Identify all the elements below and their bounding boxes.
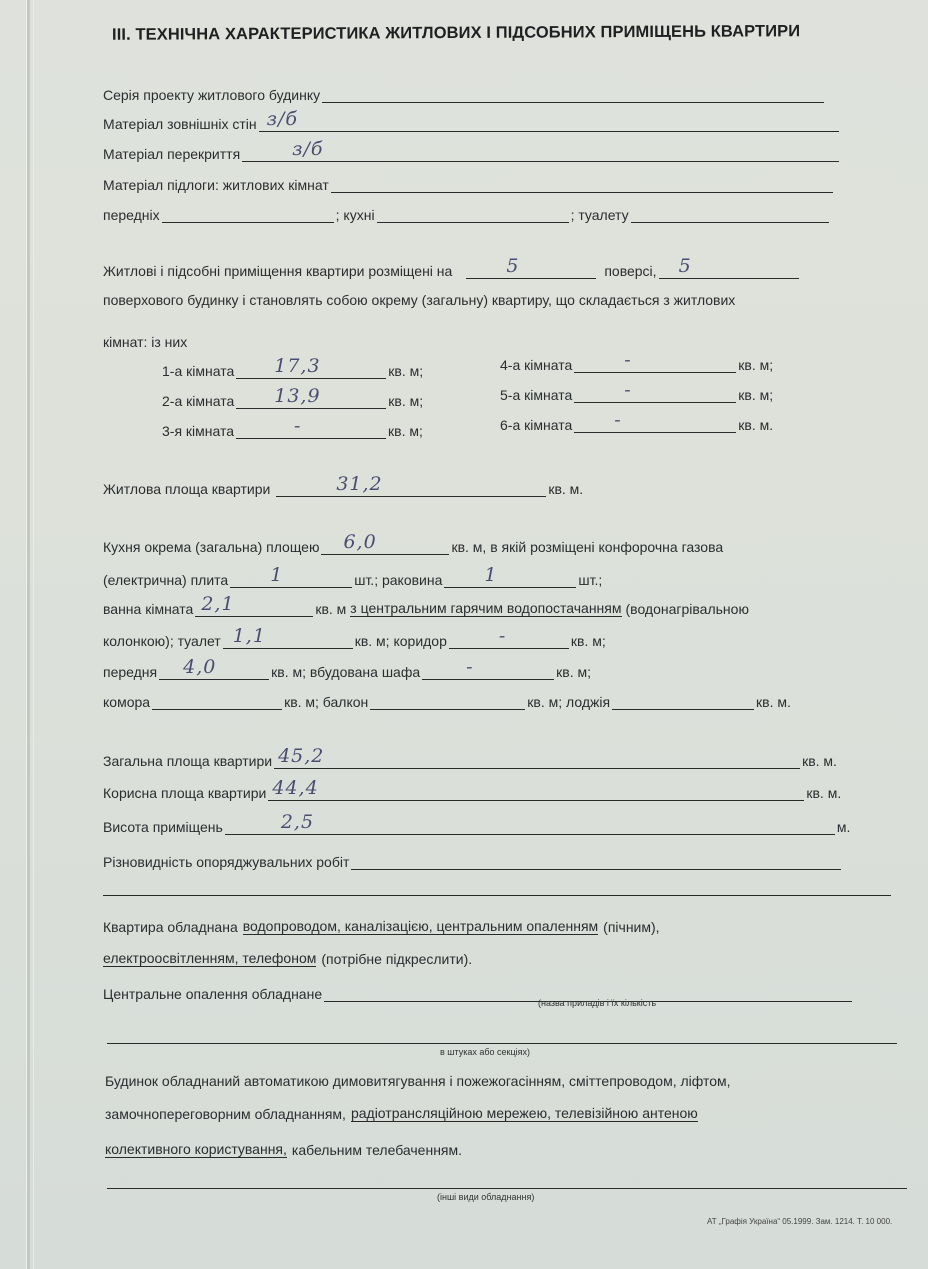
unit-label: кв. м. (802, 753, 837, 769)
kitchen-floor-field[interactable] (377, 206, 569, 223)
rooms-intro-text: кімнат: із них (103, 334, 188, 350)
toilet-area-label: колонкою); туалет (103, 633, 221, 649)
location-text-line (103, 292, 735, 308)
page-fold (26, 0, 30, 1269)
equipment-row-2 (103, 950, 472, 967)
heating-caption-2: в штуках або секціях) (440, 1047, 530, 1057)
unit-label: м. (836, 819, 851, 835)
building-text: Будинок обладнаний автоматикою димовитягування і пожежогасінням, сміттепроводом, ліфтом, (105, 1073, 731, 1089)
kitchen-row (103, 531, 724, 555)
finish-row-2 (103, 879, 891, 896)
sink-count-field[interactable]: 1 (444, 571, 576, 588)
unit-label: кв. м; (570, 633, 606, 649)
building-line-1 (105, 1073, 731, 1089)
series-field[interactable] (322, 86, 824, 103)
floor-text: поверсі, (604, 263, 657, 279)
walls-row (103, 108, 841, 132)
floors-count-field[interactable]: 5 (659, 262, 799, 279)
room-5-row (500, 379, 774, 403)
balcony-label: кв. м; балкон (284, 694, 369, 710)
room-label: 1-а кімната (162, 363, 235, 379)
room-4-field[interactable]: - (574, 356, 736, 373)
printer-imprint: АТ „Графія Україна“ 05.1999. Зам. 1214. Т. 10 000. (707, 1217, 893, 1226)
series-row (103, 86, 826, 103)
living-area-field[interactable]: 31,2 (276, 480, 546, 497)
room-3-field[interactable]: - (236, 422, 386, 439)
total-area-label: Загальна площа квартири (103, 753, 273, 769)
kitchen-area-field[interactable]: 6,0 (321, 538, 449, 555)
bath-text: (водонагрівальною (625, 601, 749, 617)
useful-area-field[interactable]: 44,4 (268, 784, 804, 801)
stove-row (103, 564, 603, 588)
room-1-row (162, 355, 424, 379)
building-text-2: замочнопереговорним обладнанням, (105, 1106, 346, 1122)
loggia-label: кв. м; лоджія (527, 694, 611, 710)
total-area-field[interactable]: 45,2 (274, 752, 800, 769)
room-1-field[interactable]: 17,3 (236, 362, 386, 379)
floor-field[interactable] (331, 176, 833, 193)
finish-field-2[interactable] (103, 879, 891, 896)
walls-field[interactable]: з/б (259, 115, 839, 132)
closet-label: кв. м; вбудована шафа (271, 664, 421, 680)
equipment-underlined: водопроводом, каналізацією, центральним опаленням (242, 918, 599, 934)
pantry-row (103, 693, 791, 710)
living-area-label: Житлова площа квартири (103, 481, 271, 497)
hall-floor-field[interactable] (162, 206, 334, 223)
stove-count-field[interactable]: 1 (230, 571, 352, 588)
room-label: 5-а кімната (500, 387, 573, 403)
rooms-intro (103, 334, 187, 350)
equipment-row (103, 918, 660, 935)
kitchen-text: кв. м, в якій розміщені конфорочна газова (451, 539, 724, 555)
room-6-row (500, 409, 774, 433)
location-text-2: поверхового будинку і становлять собою окрему (загальну) квартиру, що складається з житлових (103, 292, 736, 308)
loggia-area-field[interactable] (612, 693, 754, 710)
unit-label: кв. м; (388, 423, 423, 439)
hall-area-field[interactable]: 4,0 (159, 663, 269, 680)
finish-row (103, 853, 843, 870)
kitchen-label: ; кухні (335, 207, 375, 223)
equipment-text: Квартира обладнана (103, 919, 238, 935)
hall-area-label: передня (103, 664, 158, 680)
floor-number-field[interactable]: 5 (466, 262, 596, 279)
unit-label: кв. м; (388, 393, 424, 409)
hall-label: передніх (103, 207, 160, 223)
hall-row (103, 656, 592, 680)
unit-label: кв. м; (556, 664, 592, 680)
room-2-field[interactable]: 13,9 (236, 392, 386, 409)
unit-label: шт.; (578, 572, 603, 588)
unit-label: кв. м; (738, 387, 774, 403)
height-row (103, 811, 851, 835)
building-text-3: кабельним телебаченням. (291, 1142, 463, 1158)
height-field[interactable]: 2,5 (225, 818, 835, 835)
room-2-row (162, 385, 424, 409)
height-label: Висота приміщень (103, 819, 223, 835)
other-equipment-field[interactable] (107, 1172, 907, 1189)
pantry-area-field[interactable] (152, 693, 282, 710)
unit-label: кв. м (315, 601, 347, 617)
unit-label: кв. м. (548, 481, 584, 497)
hall-kitchen-toilet-row (103, 206, 831, 223)
toilet-floor-field[interactable] (631, 206, 829, 223)
equipment-note: (потрібне підкреслити). (321, 951, 473, 967)
kitchen-area-label: Кухня окрема (загальна) площею (103, 539, 320, 555)
building-underlined: радіотрансляційною мережею, телевізійною антеною (350, 1105, 698, 1121)
total-area-row (103, 745, 837, 769)
ceiling-label: Матеріал перекриття (103, 146, 241, 162)
bath-row (103, 593, 749, 617)
series-label: Серія проекту житлового будинку (103, 87, 321, 103)
ceiling-field[interactable]: з/б (242, 145, 839, 162)
sink-label: шт.; раковина (354, 572, 443, 588)
walls-label: Матеріал зовнішніх стін (103, 116, 257, 132)
closet-area-field[interactable]: - (422, 663, 554, 680)
living-area-row (103, 473, 584, 497)
room-6-field[interactable]: - (574, 416, 736, 433)
unit-label: кв. м. (738, 417, 774, 433)
room-label: 4-а кімната (500, 357, 573, 373)
heating-label: Центральне опалення обладнане (103, 986, 323, 1002)
heating-caption: (назва приладів і їх кількість (538, 998, 657, 1008)
bath-area-field[interactable]: 2,1 (195, 600, 313, 617)
toilet-label: ; туалету (570, 207, 629, 223)
corridor-label: кв. м; коридор (354, 633, 447, 649)
hot-water-underlined: з центральним гарячим водопостачанням (350, 600, 622, 616)
unit-label: кв. м; (738, 357, 774, 373)
floor-label: Матеріал підлоги: житлових кімнат (103, 177, 329, 193)
unit-label: кв. м. (806, 785, 842, 801)
location-row (103, 255, 801, 279)
balcony-area-field[interactable] (370, 693, 525, 710)
heating-row-2 (107, 1027, 897, 1044)
room-3-row (162, 415, 423, 439)
equipment-underlined-2: електроосвітленням, телефоном (103, 950, 317, 966)
floor-row (103, 176, 835, 193)
stove-label: (електрична) плита (103, 572, 229, 588)
room-label: 2-а кімната (162, 393, 235, 409)
useful-area-label: Корисна площа квартири (103, 785, 267, 801)
finish-field[interactable] (351, 853, 841, 870)
room-label: 3-я кімната (162, 423, 235, 439)
room-4-row (500, 349, 774, 373)
building-underlined-2: колективного користування, (105, 1141, 287, 1157)
page-fold-edge (33, 0, 34, 1269)
other-equipment-row (107, 1172, 907, 1189)
room-5-field[interactable]: - (574, 386, 736, 403)
toilet-area-field[interactable]: 1,1 (223, 632, 353, 649)
building-line-3 (105, 1141, 462, 1158)
finish-label: Різновидність опоряджувальних робіт (103, 854, 350, 870)
equipment-text-end: (пічним), (603, 919, 660, 935)
unit-label: кв. м. (756, 694, 791, 710)
bath-label: ванна кімната (103, 601, 194, 617)
toilet-row (103, 625, 606, 649)
heating-field-2[interactable] (107, 1027, 897, 1044)
useful-area-row (103, 777, 842, 801)
room-label: 6-а кімната (500, 417, 573, 433)
section-title: III. ТЕХНІЧНА ХАРАКТЕРИСТИКА ЖИТЛОВИХ І ПІДСОБНИХ ПРИМІЩЕНЬ КВАРТИРИ (111, 22, 801, 44)
corridor-area-field[interactable]: - (449, 632, 569, 649)
building-line-2 (105, 1105, 698, 1122)
other-equipment-caption: (інші види обладнання) (437, 1192, 535, 1202)
heating-row (103, 985, 854, 1002)
location-text: Житлові і підсобні приміщення квартири розміщені на (103, 263, 453, 279)
unit-label: кв. м; (388, 363, 424, 379)
ceiling-row (103, 138, 841, 162)
pantry-label: комора (103, 694, 151, 710)
